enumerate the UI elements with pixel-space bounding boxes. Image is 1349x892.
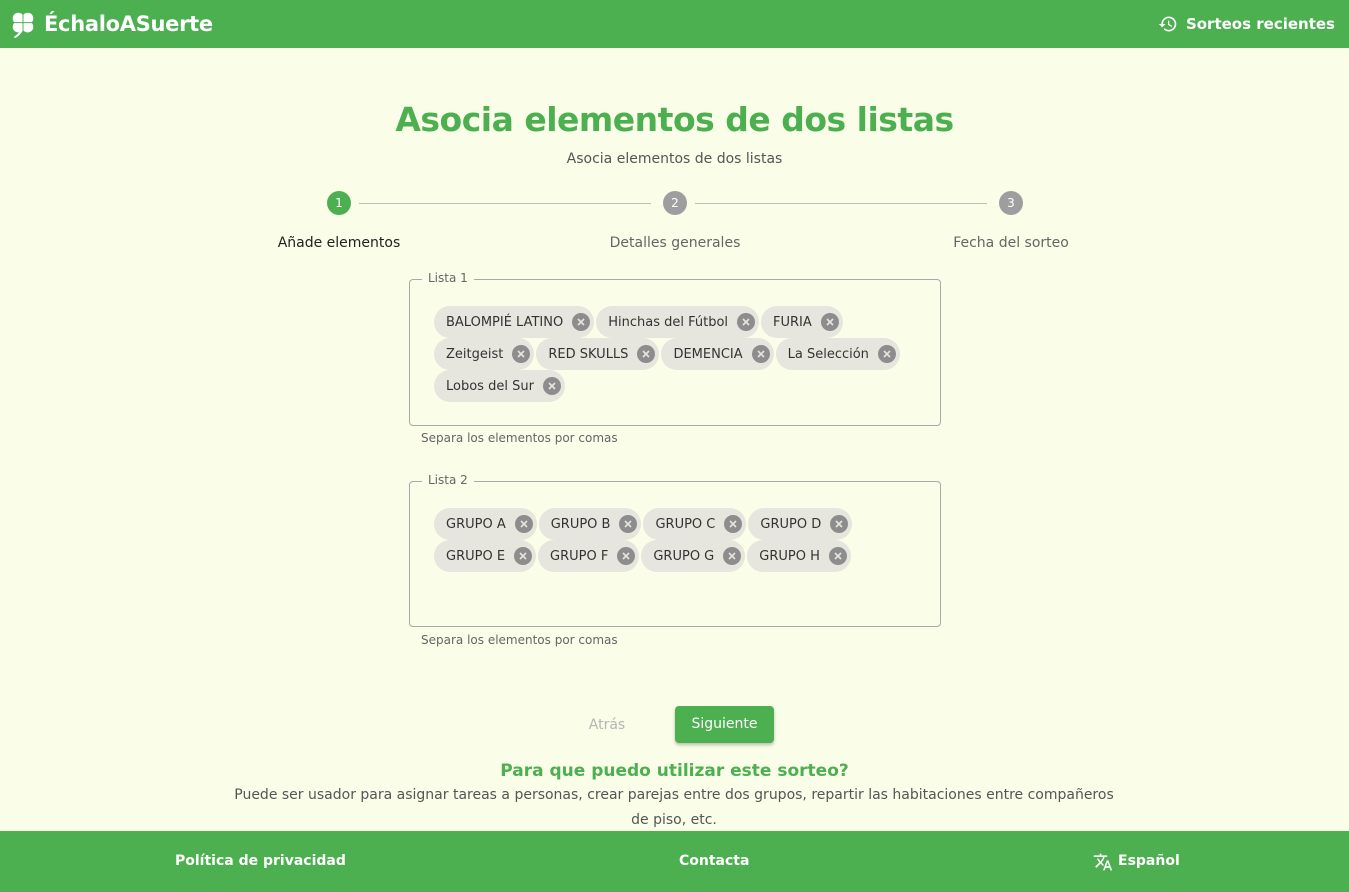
chip (596, 306, 759, 338)
top-app-bar (0, 0, 1349, 48)
close-icon[interactable] (830, 515, 848, 533)
chip-label: GRUPO C (655, 516, 716, 532)
chip-label: DEMENCIA (673, 346, 743, 362)
list-1-legend: Lista 1 (422, 271, 474, 285)
close-icon[interactable] (543, 377, 561, 395)
clover-icon (8, 9, 38, 39)
page-subtitle: Asocia elementos de dos listas (566, 151, 783, 167)
list-2-legend: Lista 2 (422, 473, 474, 487)
list-1-helper: Separa los elementos por comas (421, 431, 618, 445)
close-icon[interactable] (637, 345, 655, 363)
translate-icon (1093, 852, 1113, 872)
chip-label: BALOMPIÉ LATINO (446, 314, 564, 330)
close-icon[interactable] (829, 547, 847, 565)
chip-label: Hinchas del Fútbol (608, 314, 729, 330)
chip-label: Zeitgeist (446, 346, 504, 362)
close-icon[interactable] (752, 345, 770, 363)
close-icon[interactable] (737, 313, 755, 331)
list-1-chips (434, 306, 924, 402)
logo-text: ÉchaloASuerte (44, 12, 213, 36)
chip (761, 306, 843, 338)
recent-draws-button[interactable] (1158, 14, 1335, 34)
info-text: Puede ser usador para asignar tareas a personas, crear parejas entre dos grupos, repartir las habitaciones entre compañeros de piso, etc. (234, 787, 1114, 828)
chip-label: GRUPO D (760, 516, 822, 532)
privacy-link[interactable]: Política de privacidad (175, 853, 346, 869)
close-icon[interactable] (515, 515, 533, 533)
chip (747, 540, 851, 572)
step-connector (695, 203, 987, 204)
close-icon[interactable] (619, 515, 637, 533)
chip (643, 508, 746, 540)
step-2-label: Detalles generales (609, 235, 741, 251)
chip (661, 338, 773, 370)
chip-label: GRUPO E (446, 548, 506, 564)
chip-label: Lobos del Sur (446, 378, 534, 394)
list-1-field[interactable] (409, 271, 941, 426)
chip (776, 338, 900, 370)
chip (434, 370, 565, 402)
step-3-label: Fecha del sorteo (953, 235, 1069, 251)
chip-label: GRUPO B (550, 516, 611, 532)
logo[interactable] (8, 9, 213, 39)
chip (434, 508, 537, 540)
close-icon[interactable] (724, 515, 742, 533)
step-3-circle[interactable]: 3 (999, 191, 1023, 215)
list-2-helper: Separa los elementos por comas (421, 633, 618, 647)
language-selector[interactable] (1093, 831, 1180, 892)
chip-label: GRUPO F (550, 548, 609, 564)
language-label: Español (1118, 853, 1180, 869)
step-1-label: Añade elementos (277, 235, 401, 251)
step-2-circle[interactable]: 2 (663, 191, 687, 215)
close-icon[interactable] (572, 313, 590, 331)
chip (748, 508, 852, 540)
chip-label: La Selección (787, 346, 869, 362)
chip-label: GRUPO G (653, 548, 715, 564)
list-2-chips (434, 508, 924, 572)
chip (641, 540, 745, 572)
close-icon[interactable] (723, 547, 741, 565)
step-1-circle[interactable]: 1 (327, 191, 351, 215)
close-icon[interactable] (617, 547, 635, 565)
chip (539, 508, 642, 540)
chip (434, 338, 534, 370)
chip-label: RED SKULLS (548, 346, 629, 362)
page-title: Asocia elementos de dos listas (395, 100, 954, 139)
recent-draws-label: Sorteos recientes (1185, 15, 1335, 33)
list-2-field[interactable] (409, 473, 941, 627)
next-button[interactable]: Siguiente (675, 706, 774, 743)
stepper (0, 191, 1349, 261)
chip (434, 540, 536, 572)
chip (536, 338, 659, 370)
chip-label: FURIA (773, 314, 812, 330)
back-button[interactable]: Atrás (588, 717, 626, 733)
step-connector (359, 203, 651, 204)
chip-label: GRUPO A (446, 516, 506, 532)
close-icon[interactable] (878, 345, 896, 363)
footer (0, 831, 1349, 892)
close-icon[interactable] (821, 313, 839, 331)
history-icon (1158, 14, 1178, 34)
contact-link[interactable]: Contacta (679, 853, 750, 869)
chip-label: GRUPO H (759, 548, 820, 564)
close-icon[interactable] (514, 547, 532, 565)
chip (538, 540, 639, 572)
info-title: Para que puedo utilizar este sorteo? (500, 761, 849, 781)
close-icon[interactable] (512, 345, 530, 363)
chip (434, 306, 594, 338)
